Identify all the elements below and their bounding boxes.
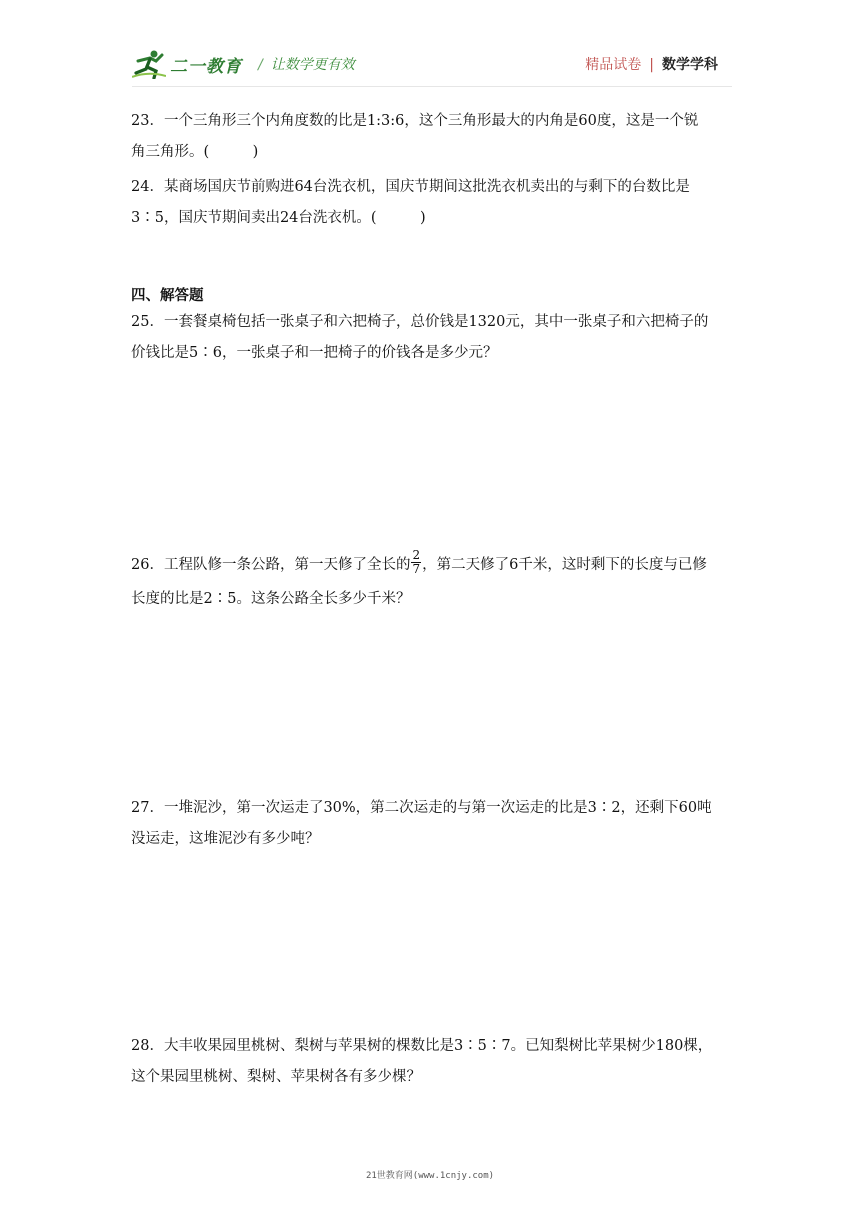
question-27: 27．一堆泥沙，第一次运走了30%，第二次运走的与第一次运走的比是3∶2，还剩下60吨 没运走，这堆泥沙有多少吨？ [131,800,712,847]
question-28: 28．大丰收果园里桃树、梨树与苹果树的棵数比是3∶5∶7。已知梨树比苹果树少180棵， 这个果园里桃树、梨树、苹果树各有多少棵？ [131,1038,713,1085]
slogan: / 让数学更有效 [258,57,355,73]
tag-subject: 数学学科 [662,57,718,73]
tag-separator: | [649,57,654,73]
question-25: 25．一套餐桌椅包括一张桌子和六把椅子，总价钱是1320元，其中一张桌子和六把椅子的 价钱比是5∶6，一张桌子和一把椅子的价钱各是多少元？ [131,314,709,361]
page-footer: 21世教育网(www.1cnjy.com) [365,1171,495,1181]
logo-text: 二一教育 [170,56,242,77]
fraction-two-sevenths: $\frac{2}{7}$ [412,547,421,576]
runner-logo-icon [132,49,166,79]
tag-premium-paper: 精品试卷 [585,57,642,73]
question-24: 24．某商场国庆节前购进64台洗衣机，国庆节期间这批洗衣机卖出的与剩下的台数比是 3∶5，国庆节期间卖出24台洗衣机。( ) [131,179,690,226]
section-title: 四、解答题 [131,288,204,304]
question-26: 26．工程队修一条公路，第一天修了全长的 $\frac{2}{7}$ ，第二天修了6千米，这时剩下的长度与已修 长度的比是2∶5。这条公路全长多少千米？ [131,547,707,607]
page-header [132,48,732,82]
header-divider [132,86,732,87]
question-23: 23．一个三角形三个内角度数的比是1:3:6，这个三角形最大的内角是60度，这是一个锐 角三角形。( ) [131,113,699,160]
logo [132,48,242,80]
header-tags [585,54,718,74]
